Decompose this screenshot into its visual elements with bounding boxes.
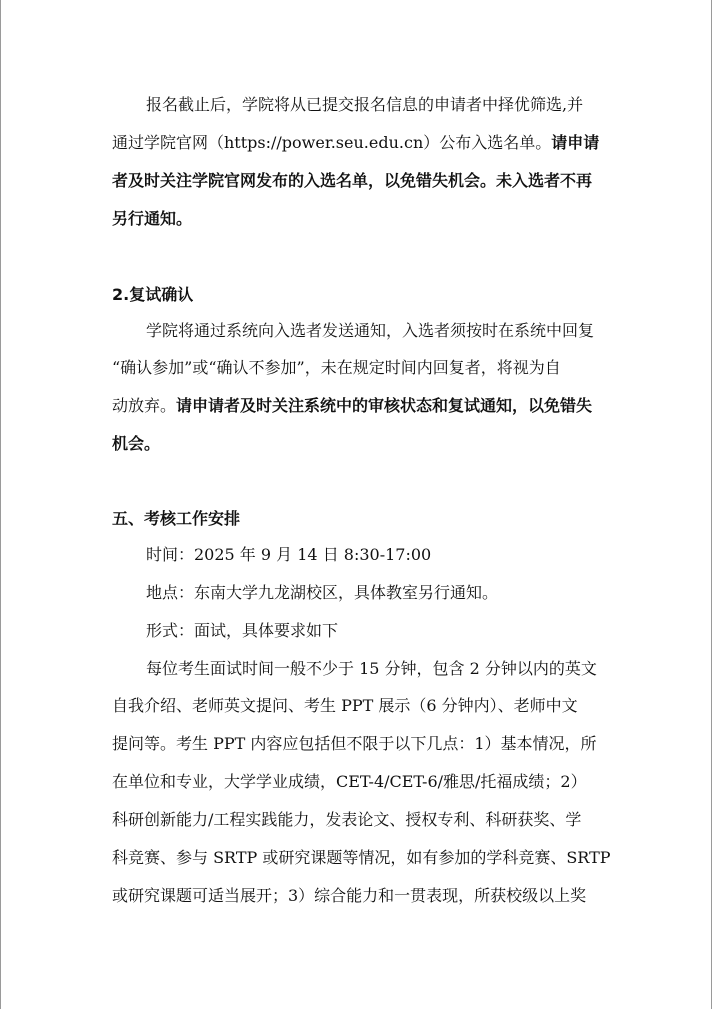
paragraph-line: 科竞赛、参与 SRTP 或研究课题等情况，如有参加的学科竞赛、SRTP: [112, 848, 611, 867]
section-heading: 2.复试确认: [112, 285, 194, 304]
paragraph-line: “确认参加”或“确认不参加”，未在规定时间内回复者，将视为自: [112, 358, 561, 377]
bold-paragraph-line: 另行通知。: [112, 209, 193, 228]
paragraph-line: 每位考生面试时间一般不少于 15 分钟，包含 2 分钟以内的英文: [146, 659, 597, 678]
bold-text: 请申请: [551, 133, 600, 152]
paragraph-line: [112, 133, 599, 153]
paragraph-line: [112, 396, 592, 416]
paragraph-line: 提问等。考生 PPT 内容应包括但不限于以下几点：1）基本情况，所: [112, 734, 597, 753]
bold-paragraph-line: 机会。: [112, 434, 161, 453]
paragraph-line: 科研创新能力/工程实践能力，发表论文、授权专利、科研获奖、学: [112, 810, 582, 829]
paragraph-text: 动放弃。: [112, 396, 177, 415]
paragraph-line: 报名截止后，学院将从已提交报名信息的申请者中择优筛选,并: [146, 95, 584, 114]
paragraph-line: 学院将通过系统向入选者发送通知，入选者须按时在系统中回复: [146, 321, 595, 340]
paragraph-line: 自我介绍、老师英文提问、考生 PPT 展示（6 分钟内）、老师中文: [112, 696, 578, 715]
bold-text: 请申请者及时关注系统中的审核状态和复试通知，以免错失: [176, 396, 593, 415]
paragraph-text: 通过学院官网（https://power.seu.edu.cn）公布入选名单。: [112, 133, 552, 152]
paragraph-line: 在单位和专业，大学学业成绩，CET-4/CET-6/雅思/托福成绩；2）: [112, 772, 587, 791]
bold-paragraph-line: 者及时关注学院官网发布的入选名单，以免错失机会。未入选者不再: [112, 171, 593, 190]
section-heading: 五、考核工作安排: [112, 509, 241, 528]
paragraph-line: 或研究课题可适当展开；3）综合能力和一贯表现，所获校级以上奖: [112, 886, 587, 905]
exam-time: 时间：2025 年 9 月 14 日 8:30-17:00: [146, 545, 432, 564]
exam-format: 形式：面试，具体要求如下: [146, 621, 339, 640]
exam-location: 地点：东南大学九龙湖校区，具体教室另行通知。: [146, 583, 499, 602]
